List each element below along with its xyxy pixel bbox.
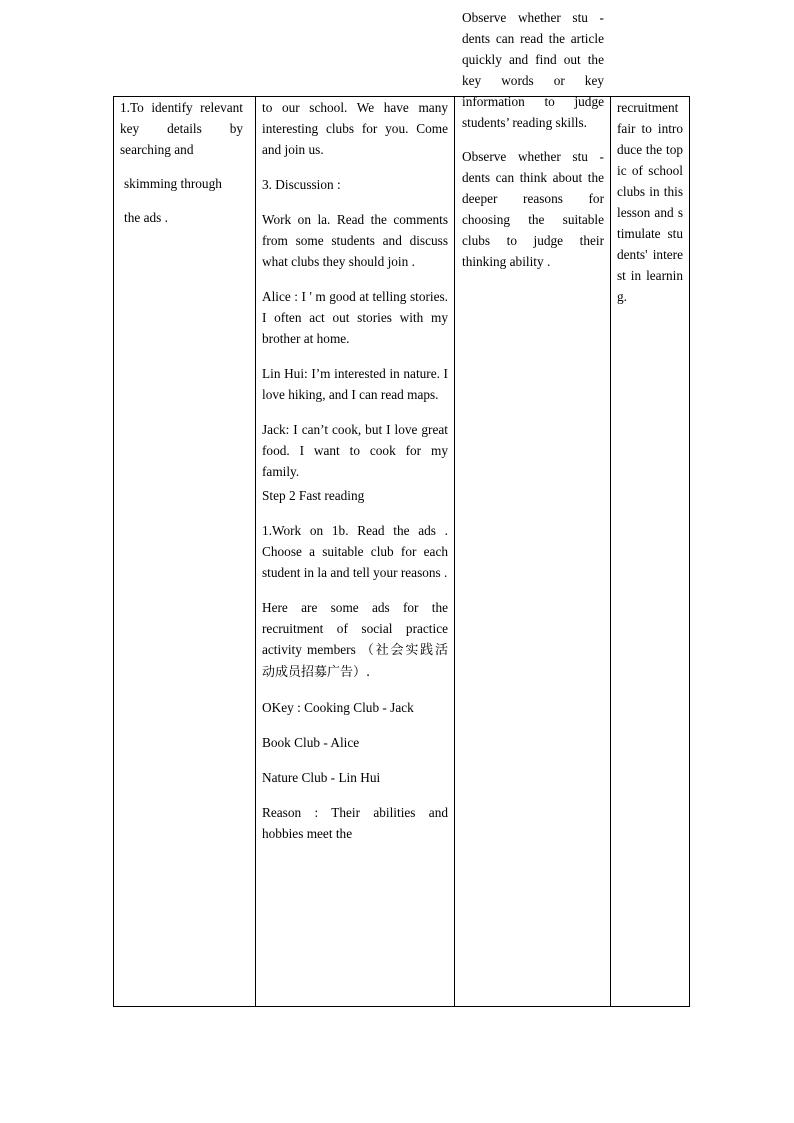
purpose-paragraph: recruitment fair to introduce the topic of school clubs in this lesson and stimulate students' interest in learning. bbox=[617, 100, 683, 304]
activity-answer: OKey : Cooking Club - Jack bbox=[262, 700, 414, 715]
activity-paragraph: Jack: I can’t cook, but I love great food. I want to cook for my family. bbox=[262, 422, 448, 479]
assessment-paragraph: Observe whether stu - dents can think about the deeper reasons for choosing the suitable clubs to judge their thinking ability . bbox=[462, 149, 604, 269]
objective-text-line1: 1.To identify relevant key details by searching and bbox=[120, 100, 243, 157]
activity-paragraph: 1.Work on 1b. Read the ads . Choose a suitable club for each student in la and tell your reasons . bbox=[262, 523, 448, 580]
activity-heading: 3. Discussion : bbox=[262, 177, 341, 192]
activity-paragraph: Lin Hui: I’m interested in nature. I love hiking, and I can read maps. bbox=[262, 366, 448, 402]
activity-chinese-text: （社会实践活动成员招募广告）. bbox=[262, 643, 448, 680]
lesson-plan-table bbox=[113, 10, 690, 1007]
activity-text: Here are some ads for the recruitment of social practice activity members bbox=[262, 600, 448, 657]
objective-cell bbox=[114, 97, 256, 1007]
table-row bbox=[114, 97, 690, 1007]
objective-text-line3: the ads . bbox=[124, 210, 168, 225]
activity-paragraph bbox=[262, 597, 448, 683]
assessment-cell bbox=[455, 10, 611, 1007]
activity-paragraph: Alice : I ' m good at telling stories. I often act out stories with my brother at home. bbox=[262, 289, 448, 346]
activity-paragraph: Reason : Their abilities and hobbies meet the bbox=[262, 805, 448, 841]
assessment-paragraph: Observe whether stu - dents can read the article quickly and find out the key words or key information to judge students’ reading skills. bbox=[462, 10, 604, 130]
activity-answer: Nature Club - Lin Hui bbox=[262, 770, 381, 785]
activity-heading: Step 2 Fast reading bbox=[262, 488, 365, 503]
activity-paragraph: Work on la. Read the comments from some students and discuss what clubs they should join . bbox=[262, 212, 448, 269]
purpose-cell bbox=[611, 97, 690, 1007]
activities-cell bbox=[256, 97, 455, 1007]
activity-answer: Book Club - Alice bbox=[262, 735, 360, 750]
objective-text-line2: skimming through bbox=[124, 176, 222, 191]
activity-paragraph: to our school. We have many interesting clubs for you. Come and join us. bbox=[262, 100, 448, 157]
